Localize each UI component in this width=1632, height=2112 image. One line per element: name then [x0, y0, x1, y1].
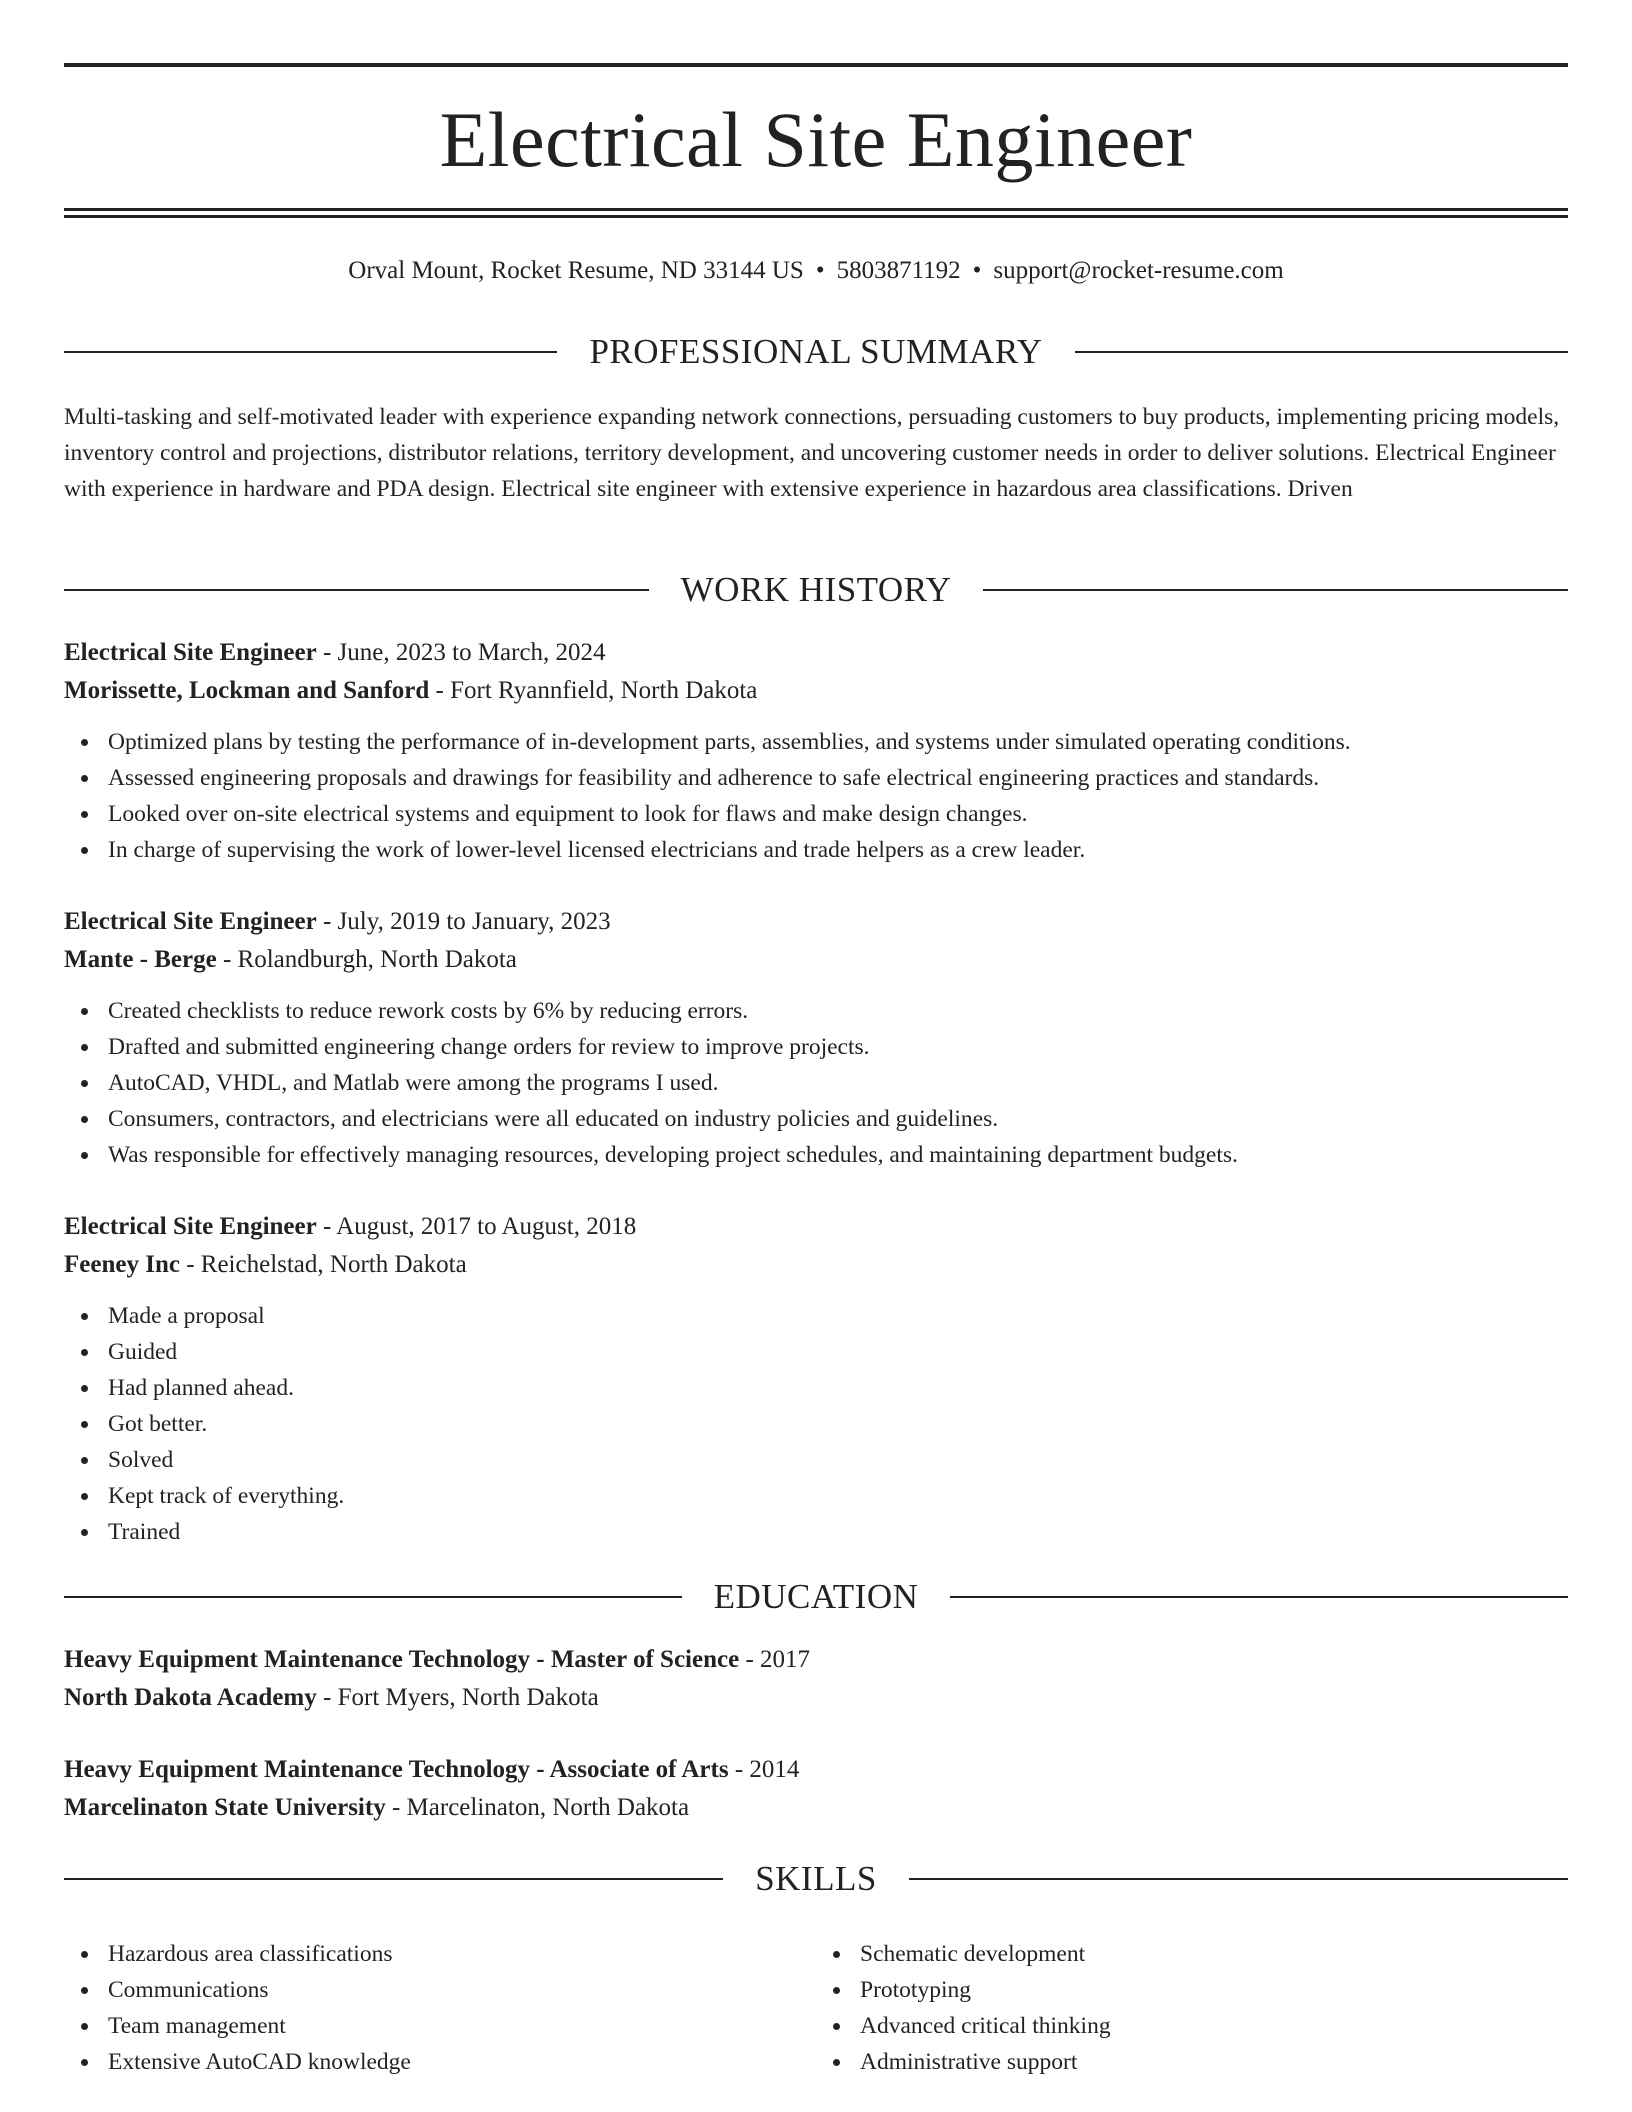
school-line: [64, 1789, 1568, 1827]
skill-item: Schematic development: [816, 1936, 1568, 1972]
list-item: AutoCAD, VHDL, and Matlab were among the programs I used.: [64, 1065, 1568, 1101]
job-heading: [64, 1208, 1568, 1246]
contact-address: Orval Mount, Rocket Resume, ND 33144 US: [348, 257, 804, 284]
section-header-skills: [64, 1857, 1568, 1901]
skill-item: Hazardous area classifications: [64, 1936, 816, 1972]
degree-heading: [64, 1641, 1568, 1679]
divider: [950, 1596, 1568, 1598]
title-rule-lower: [64, 215, 1568, 218]
skills-column-right: [816, 1936, 1568, 2080]
list-item: Solved: [64, 1442, 1568, 1478]
job-location: - Fort Ryannfield, North Dakota: [429, 677, 758, 704]
skill-item: Communications: [64, 1972, 816, 2008]
job-location: - Rolandburgh, North Dakota: [216, 946, 517, 973]
job-heading: [64, 903, 1568, 941]
divider: [64, 589, 649, 591]
list-item: Drafted and submitted engineering change orders for review to improve projects.: [64, 1029, 1568, 1065]
top-rule: [64, 63, 1568, 67]
list-item: In charge of supervising the work of lower-level licensed electricians and trade helpers as a crew leader.: [64, 832, 1568, 868]
summary-text: Multi-tasking and self-motivated leader with experience expanding network connections, persuading customers to buy products, implementing pricing models, inventory control and projections, distributor relations, territory development, and uncovering customer needs in order to deliver solutions. Electrical Engineer with experience in hardware and PDA design. Electrical site engineer with extensive experience in hazardous area classifications. Driven: [64, 404, 1560, 502]
school-name: North Dakota Academy: [64, 1684, 317, 1711]
list-item: Optimized plans by testing the performance of in-development parts, assemblies, and systems under simulated operating conditions.: [64, 724, 1568, 760]
company-name: Mante - Berge: [64, 946, 217, 973]
skill-item: Advanced critical thinking: [816, 2008, 1568, 2044]
list-item: Had planned ahead.: [64, 1370, 1568, 1406]
contact-phone: 5803871192: [836, 257, 961, 284]
section-title: PROFESSIONAL SUMMARY: [589, 332, 1043, 371]
list-item: Trained: [64, 1514, 1568, 1550]
skill-item: Team management: [64, 2008, 816, 2044]
skills-column-left: [64, 1936, 816, 2080]
job-entry: [64, 903, 1568, 1173]
degree-heading: [64, 1751, 1568, 1789]
degree-name: Heavy Equipment Maintenance Technology - Associate of Arts: [64, 1756, 729, 1783]
job-entry: [64, 634, 1568, 868]
job-employer: [64, 1246, 1568, 1284]
section-header-work: [64, 568, 1568, 612]
job-title: Electrical Site Engineer: [64, 639, 317, 666]
section-title: WORK HISTORY: [680, 570, 952, 609]
company-name: Morissette, Lockman and Sanford: [64, 677, 430, 704]
section-title: SKILLS: [755, 1859, 877, 1898]
section-header-education: [64, 1575, 1568, 1619]
contact-email: support@rocket-resume.com: [993, 257, 1284, 284]
divider: [64, 1596, 682, 1598]
divider: [983, 589, 1568, 591]
list-item: Looked over on-site electrical systems and equipment to look for flaws and make design changes.: [64, 796, 1568, 832]
divider: [909, 1878, 1568, 1880]
skill-item: Extensive AutoCAD knowledge: [64, 2044, 816, 2080]
divider: [64, 351, 557, 353]
degree-year: - 2017: [739, 1646, 811, 1673]
job-employer: [64, 941, 1568, 979]
skill-item: Administrative support: [816, 2044, 1568, 2080]
page-title: Electrical Site Engineer: [439, 96, 1193, 183]
job-bullets: [64, 993, 1568, 1173]
contact-line: [64, 254, 1568, 288]
list-item: Made a proposal: [64, 1298, 1568, 1334]
job-entry: [64, 1208, 1568, 1550]
job-title: Electrical Site Engineer: [64, 1213, 317, 1240]
contact-separator: •: [815, 257, 825, 284]
job-dates: - July, 2019 to January, 2023: [316, 908, 611, 935]
school-location: - Fort Myers, North Dakota: [316, 1684, 599, 1711]
education-entry: [64, 1641, 1568, 1717]
job-dates: - June, 2023 to March, 2024: [316, 639, 606, 666]
school-line: [64, 1679, 1568, 1717]
list-item: Got better.: [64, 1406, 1568, 1442]
school-location: - Marcelinaton, North Dakota: [385, 1794, 690, 1821]
school-name: Marcelinaton State University: [64, 1794, 386, 1821]
job-dates: - August, 2017 to August, 2018: [316, 1213, 637, 1240]
education-entry: [64, 1751, 1568, 1827]
list-item: Assessed engineering proposals and drawings for feasibility and adherence to safe electrical engineering practices and standards.: [64, 760, 1568, 796]
title-rule-upper: [64, 208, 1568, 211]
list-item: Guided: [64, 1334, 1568, 1370]
section-header-summary: [64, 330, 1568, 374]
divider: [64, 1878, 723, 1880]
job-bullets: [64, 724, 1568, 868]
contact-separator: •: [972, 257, 982, 284]
job-bullets: [64, 1298, 1568, 1550]
job-employer: [64, 672, 1568, 710]
job-title: Electrical Site Engineer: [64, 908, 317, 935]
skill-item: Prototyping: [816, 1972, 1568, 2008]
degree-name: Heavy Equipment Maintenance Technology - Master of Science: [64, 1646, 740, 1673]
list-item: Kept track of everything.: [64, 1478, 1568, 1514]
company-name: Feeney Inc: [64, 1251, 180, 1278]
section-title: EDUCATION: [713, 1577, 919, 1616]
skills-list: [64, 1936, 1568, 2080]
degree-year: - 2014: [728, 1756, 800, 1783]
list-item: Created checklists to reduce rework costs by 6% by reducing errors.: [64, 993, 1568, 1029]
job-location: - Reichelstad, North Dakota: [179, 1251, 467, 1278]
divider: [1075, 351, 1568, 353]
list-item: Was responsible for effectively managing resources, developing project schedules, and maintaining department budgets.: [64, 1137, 1568, 1173]
list-item: Consumers, contractors, and electricians were all educated on industry policies and guidelines.: [64, 1101, 1568, 1137]
job-heading: [64, 634, 1568, 672]
